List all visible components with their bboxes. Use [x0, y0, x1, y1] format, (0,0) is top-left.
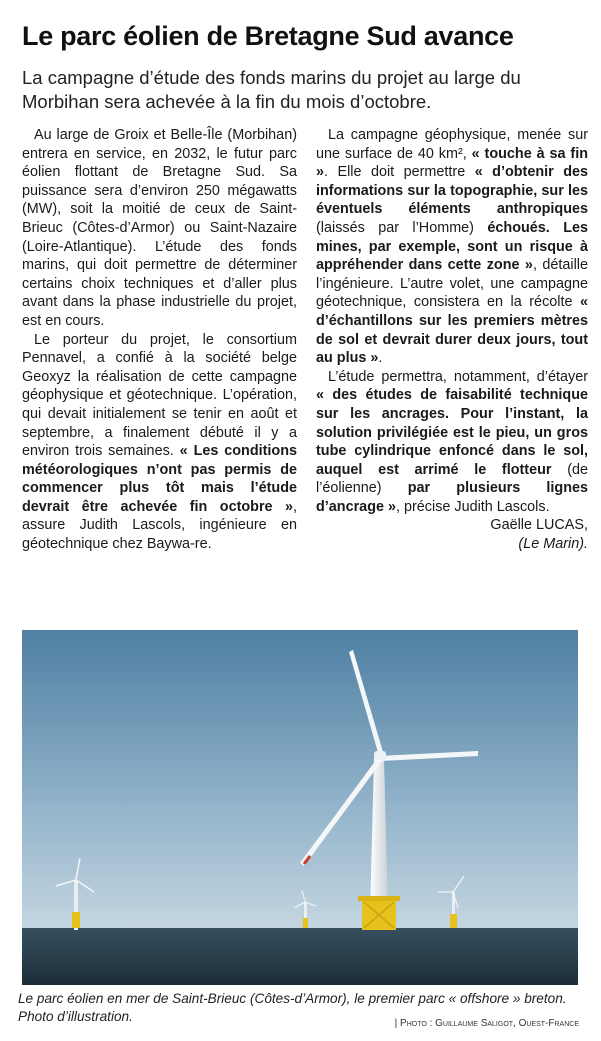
- p4-c: , précise Judith Lascols.: [396, 498, 550, 515]
- sea: [22, 928, 578, 985]
- paragraph-2-text: Le porteur du projet, le consortium Pennavel, a confié à la société belge Geoxyz la réalisation de cette campagne géophysique et géotechnique. L’opération, qui devait initialement se tenir en août et septembre, a finalement débuté il y a environ trois semaines.: [22, 331, 297, 460]
- quote-touche: « touche à sa fin »: [316, 145, 588, 181]
- p3-b: . Elle doit permettre: [324, 164, 475, 181]
- paragraph-2-end: , assure Judith Lascols, ingénieure en géotechnique chez Baywa-re.: [22, 498, 297, 553]
- photo-caption: Le parc éolien en mer de Saint-Brieuc (Côtes-d’Armor), le premier parc « offshore » breton. Photo d’illustration.: [18, 991, 567, 1024]
- paragraph-2: [22, 331, 297, 554]
- photo-credit: | Photo : Guillaume Saligot, Ouest-France: [394, 1018, 579, 1029]
- p4-b: (de l’éolienne): [316, 461, 588, 497]
- paragraph-1: Au large de Groix et Belle-Île (Morbihan) entrera en service, en 2032, le futur parc éolien flottant de Bretagne Sud. Sa puissance sera d’environ 250 mégawatts (MW), soit la moitié de ceux de Saint-Brieuc (Côtes-d’Armor) ou Saint-Nazaire (Loire-Atlantique). L’étude des fonds marins, qui doit permettre de déterminer certains choix techniques et d’aller plus avant dans la phase industrielle du projet, est en cours.: [22, 127, 297, 329]
- article-lede: La campagne d’étude des fonds marins du projet au large du Morbihan sera achevée à la fin du mois d’octobre.: [22, 67, 521, 112]
- p3-e: .: [378, 350, 383, 367]
- quote-lignes: par plusieurs lignes d’ancrage »: [316, 480, 588, 515]
- author-name: Gaëlle LUCAS,: [490, 517, 588, 534]
- quote-mines: échoués. Les mines, par exemple, sont un risque à appréhender dans cette zone »: [316, 219, 588, 274]
- p3-c: (laissés par l’Homme): [316, 219, 488, 236]
- article-title: Le parc éolien de Bretagne Sud avance: [22, 21, 514, 51]
- left-column: [22, 126, 297, 554]
- p3-d: , détaille l’ingénieure. L’autre volet, une campagne géotechnique, consistera en la récolte: [316, 257, 588, 311]
- p3-a: La campagne géophysique, menée sur une surface de 40 km²,: [316, 127, 588, 162]
- paragraph-3: [316, 126, 588, 368]
- wind-farm-illustration: [22, 630, 578, 985]
- paragraph-4: [316, 368, 588, 517]
- wind-farm-photo: [22, 630, 578, 985]
- quote-topographie: « d’obtenir des informations sur la topographie, sur les éventuels éléments anthropiques: [316, 164, 588, 218]
- quote-ancrages: « des études de faisabilité technique sur les ancrages. Pour l’instant, la solution privilégiée est le pieu, un gros tube cylindrique enfoncé dans le sol, auquel est arrimé le flotteur: [316, 387, 588, 478]
- quote-meteo: « Les conditions météorologiques n’ont pas permis de commencer plus tôt mais l’étude devrait être achevée fin octobre »: [22, 443, 298, 515]
- signature: [316, 516, 588, 553]
- sky: [22, 630, 578, 930]
- right-column: [316, 126, 588, 554]
- p4-a: L’étude permettra, notamment, d’étayer: [328, 368, 588, 385]
- quote-echantillons: « d’échantillons sur les premiers mètres de sol et devrait durer deux jours, tout au plus »: [316, 294, 588, 367]
- source-name: (Le Marin).: [518, 536, 588, 553]
